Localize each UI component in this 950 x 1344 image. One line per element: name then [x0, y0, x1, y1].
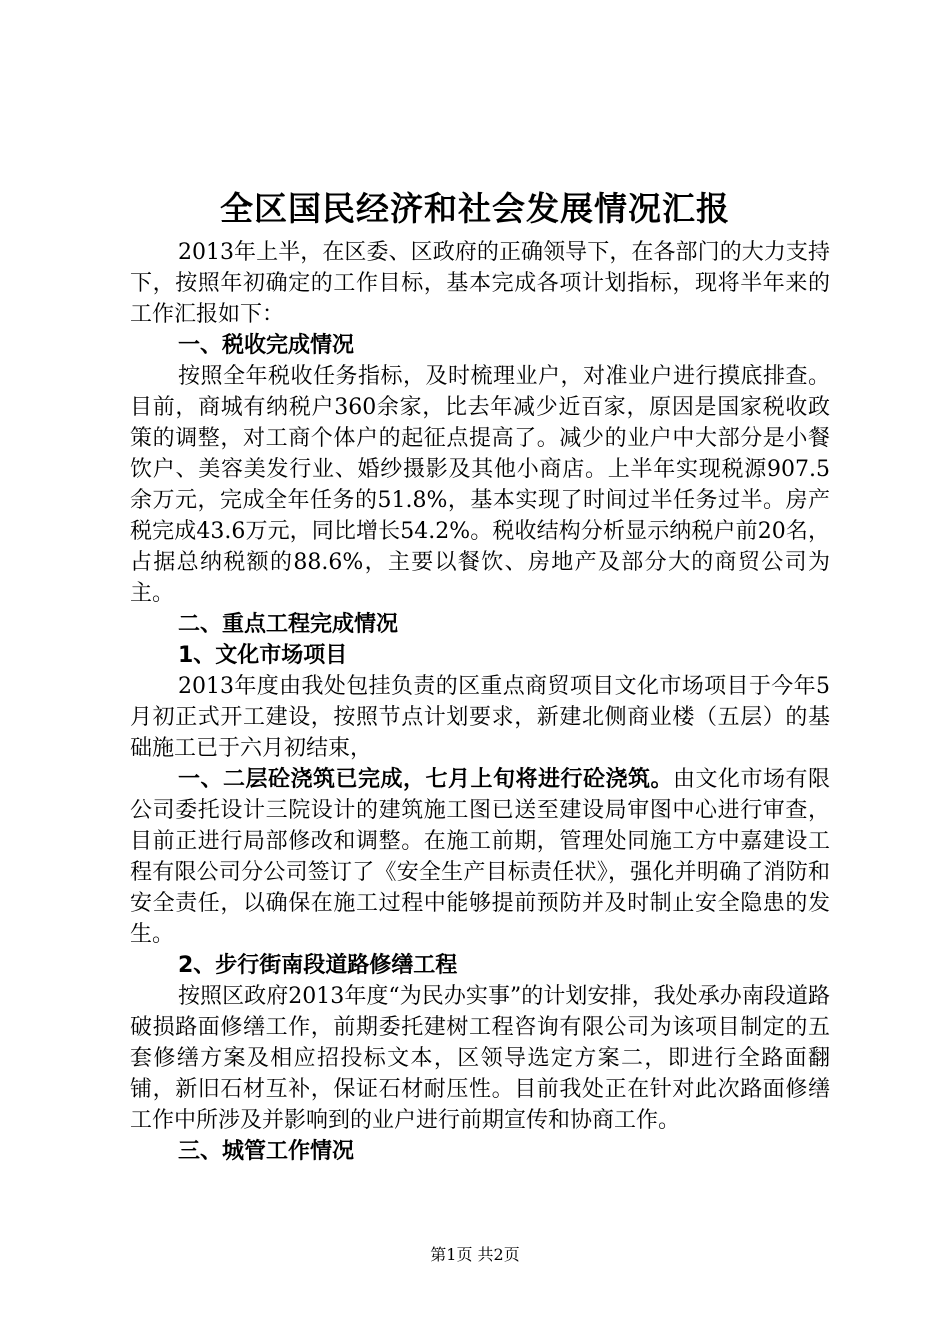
culture-market-paragraph: 2013年度由我处包挂负责的区重点商贸项目文化市场项目于今年5月初正式开工建设，按照节点计划要求，新建北侧商业楼（五层）的基础施工已于六月初结束， — [130, 674, 830, 761]
document-body — [130, 237, 830, 1167]
tax-paragraph: 按照全年税收任务指标，及时梳理业户，对准业户进行摸底排查。目前，商城有纳税户360余家，比去年减少近百家，原因是国家税收政策的调整，对工商个体户的起征点提高了。减少的业户中大部分是小餐饮户、美容美发行业、婚纱摄影及其他小商店。上半年实现税源907.5余万元，完成全年任务的51.8%，基本实现了时间过半任务过半。房产税完成43.6万元，同比增长54.2%。税收结构分析显示纳税户前20名，占据总纳税额的88.6%，主要以餐饮、房地产及部分大的商贸公司为主。 — [130, 364, 830, 606]
page-number: 第1页 共2页 — [430, 1245, 520, 1264]
construction-paragraph — [130, 764, 830, 950]
document-title: 全区国民经济和社会发展情况汇报 — [220, 189, 730, 228]
street-repair-paragraph: 按照区政府2013年度“为民办实事”的计划安排，我处承办南段道路破损路面修缮工作，前期委托建树工程咨询有限公司为该项目制定的五套修缮方案及相应招投标文本，区领导选定方案二，即进行全路面翻铺，新旧石材互补，保证石材耐压性。目前我处正在针对此次路面修缮工作中所涉及并影响到的业户进行前期宣传和协商工作。 — [130, 984, 830, 1133]
construction-lead: 一、二层砼浇筑已完成，七月上旬将进行砼浇筑。 — [178, 767, 673, 792]
subheading-street-repair: 2、步行街南段道路修缮工程 — [178, 953, 458, 978]
subheading-culture-market: 1、文化市场项目 — [178, 643, 348, 668]
section-heading-tax: 一、税收完成情况 — [178, 333, 355, 358]
intro-paragraph: 2013年上半，在区委、区政府的正确领导下，在各部门的大力支持下，按照年初确定的工作目标，基本完成各项计划指标，现将半年来的工作汇报如下： — [130, 240, 830, 327]
construction-detail: 由文化市场有限公司委托设计三院设计的建筑施工图已送至建设局审图中心进行审查，目前正进行局部修改和调整。在施工前期，管理处同施工方中嘉建设工程有限公司分公司签订了《安全生产目标责任状》，强化并明确了消防和安全责任，以确保在施工过程中能够提前预防并及时制止安全隐患的发生。 — [130, 767, 830, 947]
section-heading-urban: 三、城管工作情况 — [178, 1139, 355, 1164]
section-heading-projects: 二、重点工程完成情况 — [178, 612, 399, 637]
